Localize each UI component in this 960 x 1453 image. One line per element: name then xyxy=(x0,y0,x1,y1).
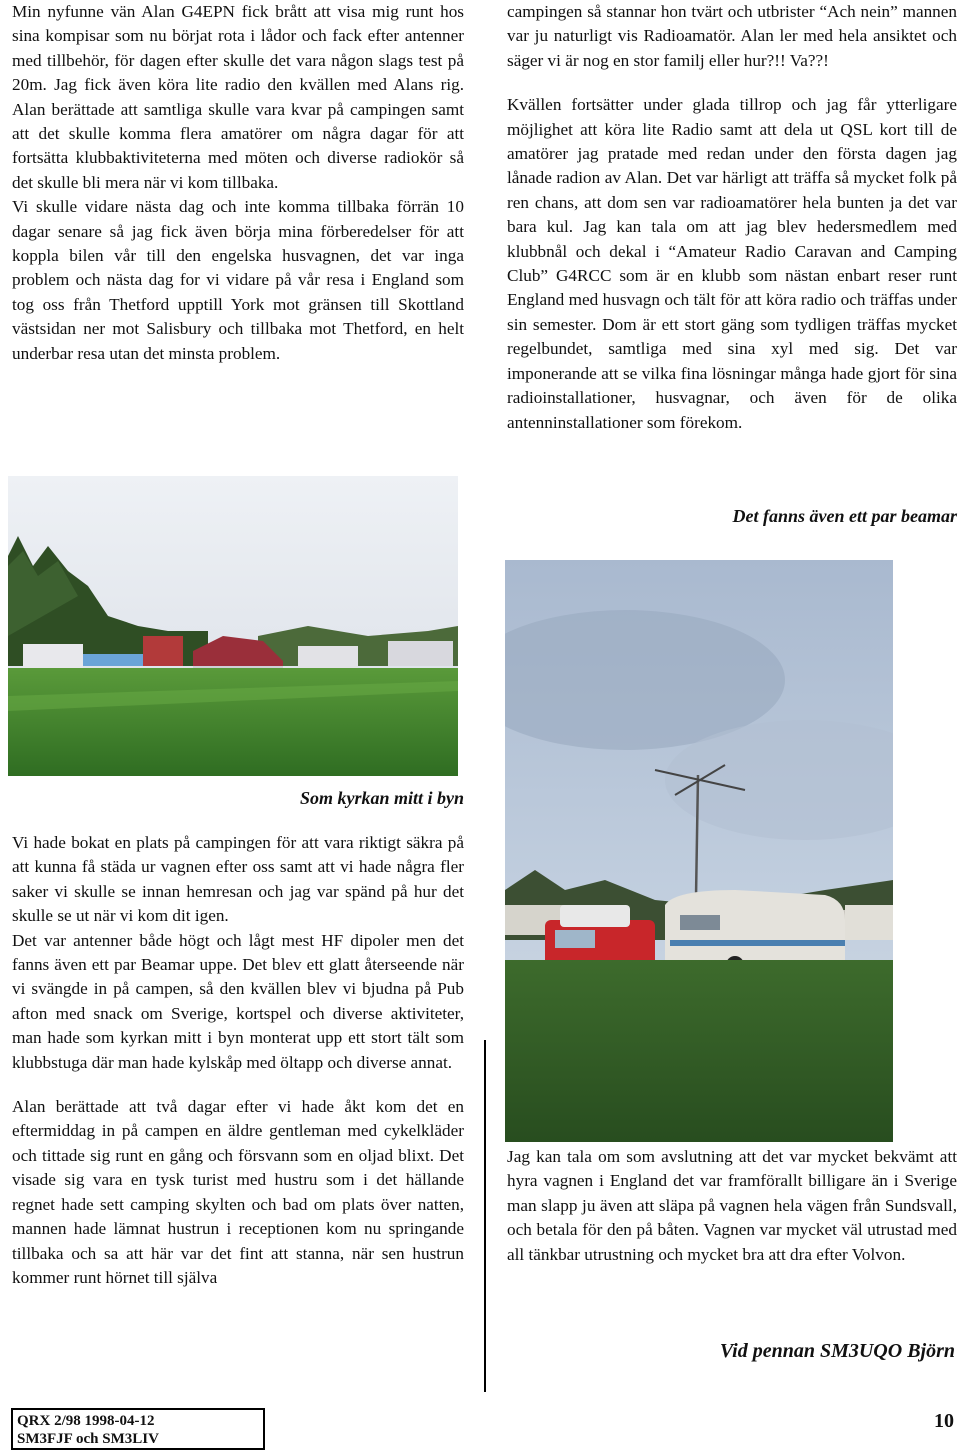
column-divider xyxy=(484,1040,486,1392)
paragraph: Jag kan tala om som avslutning att det var mycket bekvämt att hyra vagnen i England det var framförallt billigare än i Sverige man slapp ju även att släpa på vagnen hela vägen från Sundsvall, och betala för den på båten. Vagnen var mycket väl utrustad med all tänkbar utrustning och mycket bra att dra efter Volvon. xyxy=(507,1147,957,1264)
antenna-caravan-photo xyxy=(505,560,893,1142)
paragraph: Vi hade bokat en plats på campingen för att vara riktigt säkra på att kunna få städa ur vagnen efter oss samt att vi hade några fler saker vi skulle se innan hemresan och jag var spänd på hur det skulle se ut när vi kom dit igen. xyxy=(12,833,464,926)
footer-info-box xyxy=(11,1408,265,1450)
footer-authors: SM3FJF och SM3LIV xyxy=(17,1431,159,1447)
right-photo-caption: Det fanns även ett par beamar xyxy=(732,506,957,526)
author-signature: Vid pennan SM3UQO Björn xyxy=(719,1340,955,1362)
page-number: 10 xyxy=(934,1410,954,1432)
paragraph: campingen så stannar hon tvärt och utbrister “Ach nein” mannen var ju naturligt vis Radioamatör. Alan ler med hela ansiktet och säger vi är nog en stor familj eller hur?!! Va??! xyxy=(507,2,957,70)
campsite-tent-photo xyxy=(8,476,458,776)
left-column-bottom-text xyxy=(12,831,464,1290)
right-column-top-text xyxy=(507,0,957,435)
paragraph: Alan berättade att två dagar efter vi hade åkt kom det en eftermiddag in på campen en äldre gentleman med cykelkläder och tittade sig runt en gång och försvann som en oljad blixt. Det visade sig vara en tysk turist med hustru som i det hällande regnet hade sett camping skylten och bad om plats över natten, mannen hade lämnat hustrun i receptionen kom nu springande tillbaka och sa att här var det fint att stanna, när sen hustrun kommer runt hörnet till själva xyxy=(12,1097,464,1287)
right-column-bottom-text xyxy=(507,1145,957,1267)
paragraph: Vi skulle vidare nästa dag och inte komma tillbaka förrän 10 dagar senare så jag fick även börja mina förberedelser för att koppla bilen vår till den engelska husvagnen, det var inga problem och nästa dag for vi vidare på vår resa i England som tog oss från Thetford upptill York mot gränsen till Skottland västsidan ner mot Salisbury och tillbaka mot Thetford, en helt underbar resa utan det minsta problem. xyxy=(12,197,464,363)
paragraph: Det var antenner både högt och lågt mest HF dipoler men det fanns även ett par Beamar uppe. Det blev ett glatt återseende när vi svängde in på campen, så den kvällen blev vi bjudna på Pub afton med snack om Sverige, kortspel och diverse aktiviteter, man hade som kyrkan mitt i byn monterat upp ett stort tält som klubbstuga där man hade kylskåp med öltapp och diverse annat. xyxy=(12,930,464,1072)
paragraph: Min nyfunne vän Alan G4EPN fick brått att visa mig runt hos sina kompisar som nu börjat rota i lådor och fack efter antenner med tillbehör, för dagen efter skulle det vara någon slags test på 20m. Jag fick även köra lite radio den kvällen med Alans rig. Alan berättade att samtliga skulle vara kvar på campingen samt att det skulle komma flera amatörer om några dagar för att fortsätta klubbaktiviteterna med möten och diverse radiokör så det skulle bli mera när vi kom tillbaka. xyxy=(12,2,464,192)
left-column-top-text xyxy=(12,0,464,366)
paragraph: Kvällen fortsätter under glada tillrop och jag får ytterligare möjlighet att köra lite Radio samt att dela ut QSL kort till de amatörer jag pratade med redan under den första dagen jag lånade radion av Alan. Det var härligt att träffa så mycket folk på ren chans, att dom sen var radioamatörer hela bunten ja det var bara kul. Jag kan tala om att jag blev hedersmedlem med klubbnål och dekal i “Amateur Radio Caravan and Camping Club” G4RCC som är en klubb som nästan enbart reser runt England med husvagn och tält för att köra radio och träffas under sin semester. Dom är ett stort gäng som tydligen träffas mycket regelbundet, samtliga med sina xyl med sig. Det var imponerande att se vilka fina lösningar många hade gjort för sina radioinstallationer, husvagnar, och även för de olika antenninstallationer som förekom. xyxy=(507,95,957,432)
left-photo-caption: Som kyrkan mitt i byn xyxy=(299,788,464,808)
footer-issue: QRX 2/98 1998-04-12 xyxy=(17,1413,155,1429)
